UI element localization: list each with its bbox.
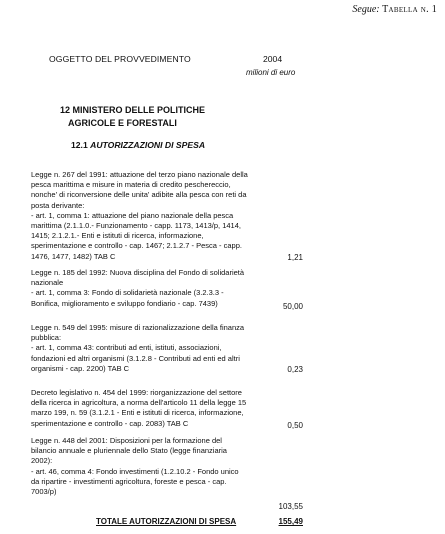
entry-amount: 103,55 [278,502,303,511]
entry-text-line: - art. 1, comma 43: contributi ad enti, istituti, associazioni, [31,343,222,353]
subsection-title [71,140,205,150]
entry-text-line: 2002): [31,456,53,466]
entry-text-line: - art. 46, comma 4: Fondo investimenti (1.2.10.2 - Fondo unico [31,466,239,476]
entry-text-line: sperimentazione e controllo - cap. 1467; 2.1.2.7 - Pesca - capp. [31,241,242,251]
entry-text-line: Legge n. 185 del 1992: Nuova disciplina del Fondo di solidarietà [31,268,245,277]
entry-text-line: sperimentazione e controllo - cap. 2083) TAB C [31,418,189,428]
entry-text-line: nonche' di riconversione delle unita' adibite alla pesca con reti da [31,190,247,200]
entry-text-line: pesca marittima e misure in materia di credito peschereccio, [31,180,231,190]
entry-text-line: 1415; 2.1.2.1.- Enti e istituti di ricerca, informazione, [31,231,204,241]
total-value: 155,49 [278,517,303,526]
total-label: TOTALE AUTORIZZAZIONI DI SPESA [96,517,237,526]
entry-text-line: - art. 1, comma 1: attuazione del piano nazionale della pesca [31,210,234,220]
entry-text-line: Legge n. 448 del 2001: Disposizioni per la formazione del [31,436,222,445]
section-title-line-1: 12 MINISTERO DELLE POLITICHE [60,105,206,115]
entry-text-line: posta derivante: [31,200,85,210]
section-title [60,104,205,130]
entry-text-line: - art. 1, comma 3: Fondo di solidarietà nazionale (3.2.3.3 - [31,288,224,298]
entry-text-line: marzo 199, n. 59 (3.1.2.1 - Enti e istituti di ricerca, informazione, [31,408,244,418]
continuation-prefix: Segue: [352,4,380,15]
table-reference: Tabella n. 1 [382,4,437,15]
subsection-number: 12.1 [71,140,88,150]
entry-text-line: 7003/p) [31,487,57,497]
entry-text [31,436,299,497]
entry-text-line: Legge n. 267 del 1991: attuazione del terzo piano nazionale della [31,170,248,179]
entry-text-line: 1476, 1477, 1482) TAB C [31,251,116,261]
entry-text-line: marittima (2.1.1.0.- Funzionamento - capp. 1173, 1413/p, 1414, [31,221,241,231]
column-header-year: 2004 [263,54,283,64]
continuation-note [352,4,437,15]
entry-text-line: fondazioni ed altri organismi (3.1.2.8 - Contributi ad enti ed altri [31,353,240,363]
entry-text [31,170,299,262]
entry-text-line: organismi - cap. 2200) TAB C [31,363,130,373]
entry-amount: 50,00 [282,302,303,311]
entry-text-line: da ripartire - investimenti agricoltura, foreste e pesca - cap. [31,476,227,486]
entry-text-line: pubblica: [31,333,62,343]
entry-amount: 0,23 [287,365,303,374]
legislative-entry [31,170,299,262]
entry-text-line: nazionale [31,278,64,288]
section-title-line-2: AGRICOLE E FORESTALI [68,118,177,128]
legislative-entry [31,436,299,497]
entry-text-line: della ricerca in agricoltura, a norma dell'articolo 11 della legge 15 [31,398,247,408]
entry-text-line: Legge n. 549 del 1995: misure di razionalizzazione della finanza [31,323,245,332]
entry-amount: 0,50 [287,421,303,430]
entry-text-line: Bonifica, miglioramento e sviluppo fondiario - cap. 7439) [31,298,218,308]
entry-text-line: bilancio annuale e pluriennale dello Stato (legge finanziaria [31,446,227,456]
column-header-unit: milioni di euro [246,68,296,77]
entry-amount: 1,21 [287,253,303,262]
entry-text-line: Decreto legislativo n. 454 del 1999: riorganizzazione del settore [31,388,242,397]
subsection-label: AUTORIZZAZIONI DI SPESA [90,140,206,150]
column-header-subject: OGGETTO DEL PROVVEDIMENTO [49,54,191,64]
